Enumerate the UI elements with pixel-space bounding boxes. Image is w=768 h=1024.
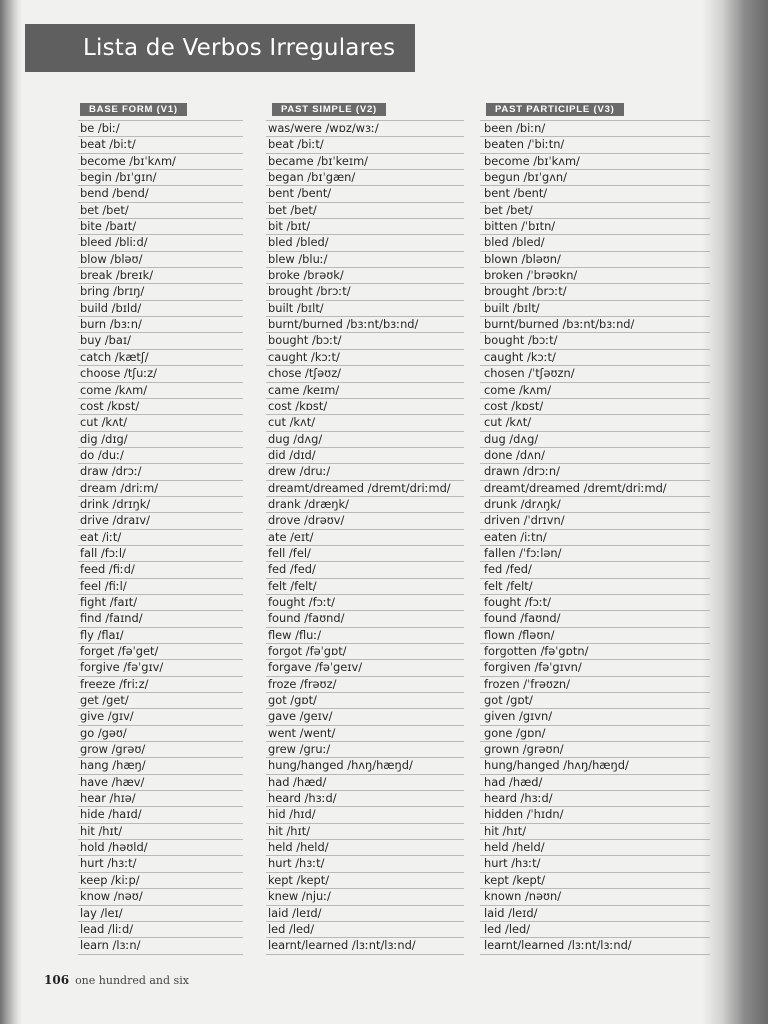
verb-form-row: lead /liːd/ bbox=[78, 922, 243, 938]
verb-form-row: dig /dɪg/ bbox=[78, 432, 243, 448]
verb-form-row: drawn /drɔːn/ bbox=[480, 464, 710, 480]
verb-form-row: lay /leɪ/ bbox=[78, 906, 243, 922]
verb-form-row: drink /drɪŋk/ bbox=[78, 497, 243, 513]
verb-form-row: fought /fɔːt/ bbox=[266, 595, 464, 611]
verb-form-row: dream /driːm/ bbox=[78, 481, 243, 497]
verb-form-row: do /duː/ bbox=[78, 448, 243, 464]
verb-form-row: hung/hanged /hʌŋ/hæŋd/ bbox=[480, 758, 710, 774]
verb-form-row: caught /kɔːt/ bbox=[480, 350, 710, 366]
verb-form-row: keep /kiːp/ bbox=[78, 873, 243, 889]
verb-form-row: got /gɒt/ bbox=[480, 693, 710, 709]
verb-form-row: held /held/ bbox=[266, 840, 464, 856]
verb-form-row: hold /həʊld/ bbox=[78, 840, 243, 856]
verb-form-row: frozen /ˈfrəʊzn/ bbox=[480, 677, 710, 693]
verb-form-row: feel /fiːl/ bbox=[78, 579, 243, 595]
verb-form-row: drive /draɪv/ bbox=[78, 513, 243, 529]
verb-form-row: learnt/learned /lɜːnt/lɜːnd/ bbox=[480, 938, 710, 954]
verb-form-row: began /bɪˈgæn/ bbox=[266, 170, 464, 186]
verb-form-row: choose /tʃuːz/ bbox=[78, 366, 243, 382]
verb-form-row: cut /kʌt/ bbox=[480, 415, 710, 431]
verb-form-row: went /went/ bbox=[266, 726, 464, 742]
page-title: Lista de Verbos Irregulares bbox=[25, 24, 415, 72]
verb-form-row: hurt /hɜːt/ bbox=[266, 856, 464, 872]
verb-form-row: brought /brɔːt/ bbox=[480, 284, 710, 300]
verb-form-row: been /biːn/ bbox=[480, 121, 710, 137]
verb-form-row: cost /kɒst/ bbox=[266, 399, 464, 415]
verb-form-row: bet /bet/ bbox=[480, 203, 710, 219]
verb-form-row: bitten /ˈbɪtn/ bbox=[480, 219, 710, 235]
verb-form-row: come /kʌm/ bbox=[480, 383, 710, 399]
column-header-v2: PAST SIMPLE (V2) bbox=[272, 103, 386, 116]
verb-form-row: came /keɪm/ bbox=[266, 383, 464, 399]
verb-form-row: become /bɪˈkʌm/ bbox=[480, 154, 710, 170]
verb-form-row: feed /fiːd/ bbox=[78, 562, 243, 578]
verb-form-row: grown /grəʊn/ bbox=[480, 742, 710, 758]
verb-form-row: fed /fed/ bbox=[266, 562, 464, 578]
verb-form-row: fly /flaɪ/ bbox=[78, 628, 243, 644]
verb-form-row: led /led/ bbox=[266, 922, 464, 938]
verb-form-row: cut /kʌt/ bbox=[266, 415, 464, 431]
verb-form-row: beat /biːt/ bbox=[266, 137, 464, 153]
verb-form-row: had /hæd/ bbox=[266, 775, 464, 791]
verb-form-row: did /dɪd/ bbox=[266, 448, 464, 464]
verb-list-v3 bbox=[480, 120, 710, 955]
verb-form-row: bit /bɪt/ bbox=[266, 219, 464, 235]
verb-list-v2 bbox=[266, 120, 464, 955]
verb-form-row: hurt /hɜːt/ bbox=[78, 856, 243, 872]
verb-form-row: cut /kʌt/ bbox=[78, 415, 243, 431]
verb-form-row: hung/hanged /hʌŋ/hæŋd/ bbox=[266, 758, 464, 774]
verb-form-row: break /breɪk/ bbox=[78, 268, 243, 284]
verb-form-row: become /bɪˈkʌm/ bbox=[78, 154, 243, 170]
verb-form-row: forgot /fəˈgɒt/ bbox=[266, 644, 464, 660]
verb-form-row: bought /bɔːt/ bbox=[480, 333, 710, 349]
verb-form-row: driven /ˈdrɪvn/ bbox=[480, 513, 710, 529]
verb-form-row: get /get/ bbox=[78, 693, 243, 709]
column-past-simple bbox=[266, 97, 464, 955]
verb-form-row: cost /kɒst/ bbox=[480, 399, 710, 415]
verb-form-row: blown /bləʊn/ bbox=[480, 252, 710, 268]
verb-form-row: hang /hæŋ/ bbox=[78, 758, 243, 774]
verb-form-row: bent /bent/ bbox=[480, 186, 710, 202]
verb-form-row: hit /hɪt/ bbox=[78, 824, 243, 840]
verb-form-row: heard /hɜːd/ bbox=[480, 791, 710, 807]
verb-form-row: fight /faɪt/ bbox=[78, 595, 243, 611]
verb-form-row: gave /geɪv/ bbox=[266, 709, 464, 725]
verb-form-row: begun /bɪˈgʌn/ bbox=[480, 170, 710, 186]
verb-form-row: knew /njuː/ bbox=[266, 889, 464, 905]
verb-form-row: bled /bled/ bbox=[480, 235, 710, 251]
page-footer bbox=[44, 973, 189, 987]
verb-form-row: know /nəʊ/ bbox=[78, 889, 243, 905]
verb-form-row: dug /dʌg/ bbox=[266, 432, 464, 448]
verb-form-row: dug /dʌg/ bbox=[480, 432, 710, 448]
verb-form-row: draw /drɔː/ bbox=[78, 464, 243, 480]
verb-form-row: brought /brɔːt/ bbox=[266, 284, 464, 300]
verb-list-v1 bbox=[78, 120, 243, 955]
verb-form-row: come /kʌm/ bbox=[78, 383, 243, 399]
verb-form-row: hide /haɪd/ bbox=[78, 807, 243, 823]
verb-form-row: bet /bet/ bbox=[78, 203, 243, 219]
verb-form-row: caught /kɔːt/ bbox=[266, 350, 464, 366]
verb-form-row: hurt /hɜːt/ bbox=[480, 856, 710, 872]
verb-form-row: laid /leɪd/ bbox=[266, 906, 464, 922]
verb-form-row: ate /eɪt/ bbox=[266, 530, 464, 546]
verb-form-row: forget /fəˈget/ bbox=[78, 644, 243, 660]
verb-form-row: burnt/burned /bɜːnt/bɜːnd/ bbox=[480, 317, 710, 333]
verb-form-row: broken /ˈbrəʊkn/ bbox=[480, 268, 710, 284]
verb-form-row: got /gɒt/ bbox=[266, 693, 464, 709]
verb-form-row: hit /hɪt/ bbox=[266, 824, 464, 840]
verb-form-row: dreamt/dreamed /dremt/driːmd/ bbox=[480, 481, 710, 497]
verb-form-row: chose /tʃəʊz/ bbox=[266, 366, 464, 382]
verb-form-row: known /nəʊn/ bbox=[480, 889, 710, 905]
verb-form-row: laid /leɪd/ bbox=[480, 906, 710, 922]
verb-form-row: hear /hɪə/ bbox=[78, 791, 243, 807]
verb-form-row: had /hæd/ bbox=[480, 775, 710, 791]
verb-form-row: kept /kept/ bbox=[266, 873, 464, 889]
verb-form-row: fell /fel/ bbox=[266, 546, 464, 562]
verb-form-row: kept /kept/ bbox=[480, 873, 710, 889]
verb-form-row: drunk /drʌŋk/ bbox=[480, 497, 710, 513]
verb-form-row: bled /bled/ bbox=[266, 235, 464, 251]
verb-form-row: built /bɪlt/ bbox=[480, 301, 710, 317]
verb-form-row: give /gɪv/ bbox=[78, 709, 243, 725]
verb-form-row: find /faɪnd/ bbox=[78, 611, 243, 627]
verb-form-row: forgotten /fəˈgɒtn/ bbox=[480, 644, 710, 660]
verb-form-row: gone /gɒn/ bbox=[480, 726, 710, 742]
verb-form-row: bleed /bliːd/ bbox=[78, 235, 243, 251]
verb-form-row: flew /fluː/ bbox=[266, 628, 464, 644]
verb-form-row: dreamt/dreamed /dremt/driːmd/ bbox=[266, 481, 464, 497]
verb-form-row: build /bɪld/ bbox=[78, 301, 243, 317]
verb-form-row: held /held/ bbox=[480, 840, 710, 856]
verb-form-row: forgiven /fəˈgɪvn/ bbox=[480, 660, 710, 676]
verb-form-row: felt /felt/ bbox=[266, 579, 464, 595]
column-header-v1: BASE FORM (V1) bbox=[80, 103, 187, 116]
verb-form-row: felt /felt/ bbox=[480, 579, 710, 595]
verb-form-row: led /led/ bbox=[480, 922, 710, 938]
verb-form-row: fallen /ˈfɔːlən/ bbox=[480, 546, 710, 562]
verb-form-row: hid /hɪd/ bbox=[266, 807, 464, 823]
verb-form-row: fought /fɔːt/ bbox=[480, 595, 710, 611]
verb-form-row: given /gɪvn/ bbox=[480, 709, 710, 725]
verb-form-row: forgave /fəˈgeɪv/ bbox=[266, 660, 464, 676]
verb-form-row: buy /baɪ/ bbox=[78, 333, 243, 349]
verb-form-row: built /bɪlt/ bbox=[266, 301, 464, 317]
verb-form-row: bring /brɪŋ/ bbox=[78, 284, 243, 300]
verb-form-row: drew /druː/ bbox=[266, 464, 464, 480]
verb-form-row: fall /fɔːl/ bbox=[78, 546, 243, 562]
column-past-participle bbox=[480, 97, 710, 955]
column-header-v3: PAST PARTICIPLE (V3) bbox=[486, 103, 624, 116]
verb-form-row: hidden /ˈhɪdn/ bbox=[480, 807, 710, 823]
verb-form-row: bent /bent/ bbox=[266, 186, 464, 202]
verb-form-row: eat /iːt/ bbox=[78, 530, 243, 546]
verb-form-row: burnt/burned /bɜːnt/bɜːnd/ bbox=[266, 317, 464, 333]
verb-form-row: catch /kætʃ/ bbox=[78, 350, 243, 366]
verb-form-row: beaten /ˈbiːtn/ bbox=[480, 137, 710, 153]
verb-form-row: freeze /friːz/ bbox=[78, 677, 243, 693]
scan-shadow-left bbox=[0, 0, 22, 1024]
verb-form-row: learnt/learned /lɜːnt/lɜːnd/ bbox=[266, 938, 464, 954]
verb-form-row: eaten /iːtn/ bbox=[480, 530, 710, 546]
verb-form-row: drank /dræŋk/ bbox=[266, 497, 464, 513]
verb-form-row: beat /biːt/ bbox=[78, 137, 243, 153]
verb-form-row: bite /baɪt/ bbox=[78, 219, 243, 235]
verb-form-row: bought /bɔːt/ bbox=[266, 333, 464, 349]
verb-form-row: cost /kɒst/ bbox=[78, 399, 243, 415]
verb-form-row: hit /hɪt/ bbox=[480, 824, 710, 840]
verb-form-row: froze /frəʊz/ bbox=[266, 677, 464, 693]
verb-form-row: be /biː/ bbox=[78, 121, 243, 137]
verb-form-row: found /faʊnd/ bbox=[266, 611, 464, 627]
verb-form-row: became /bɪˈkeɪm/ bbox=[266, 154, 464, 170]
verb-form-row: blew /bluː/ bbox=[266, 252, 464, 268]
verb-form-row: grow /grəʊ/ bbox=[78, 742, 243, 758]
verb-form-row: blow /bləʊ/ bbox=[78, 252, 243, 268]
verb-form-row: have /hæv/ bbox=[78, 775, 243, 791]
verb-form-row: drove /drəʊv/ bbox=[266, 513, 464, 529]
verb-form-row: found /faʊnd/ bbox=[480, 611, 710, 627]
verb-form-row: flown /fləʊn/ bbox=[480, 628, 710, 644]
verb-form-row: chosen /ˈtʃəʊzn/ bbox=[480, 366, 710, 382]
verb-form-row: begin /bɪˈgɪn/ bbox=[78, 170, 243, 186]
scan-shadow-right bbox=[702, 0, 768, 1024]
column-base-form bbox=[78, 97, 243, 955]
page-number-words: one hundred and six bbox=[75, 974, 189, 987]
verb-form-row: go /gəʊ/ bbox=[78, 726, 243, 742]
verb-form-row: heard /hɜːd/ bbox=[266, 791, 464, 807]
verb-form-row: fed /fed/ bbox=[480, 562, 710, 578]
verb-form-row: done /dʌn/ bbox=[480, 448, 710, 464]
verb-form-row: bet /bet/ bbox=[266, 203, 464, 219]
verb-form-row: bend /bend/ bbox=[78, 186, 243, 202]
verb-form-row: was/were /wɒz/wɜː/ bbox=[266, 121, 464, 137]
page-number: 106 bbox=[44, 973, 70, 987]
verb-form-row: grew /gruː/ bbox=[266, 742, 464, 758]
verb-form-row: broke /brəʊk/ bbox=[266, 268, 464, 284]
verb-form-row: forgive /fəˈgɪv/ bbox=[78, 660, 243, 676]
verb-form-row: learn /lɜːn/ bbox=[78, 938, 243, 954]
verb-form-row: burn /bɜːn/ bbox=[78, 317, 243, 333]
